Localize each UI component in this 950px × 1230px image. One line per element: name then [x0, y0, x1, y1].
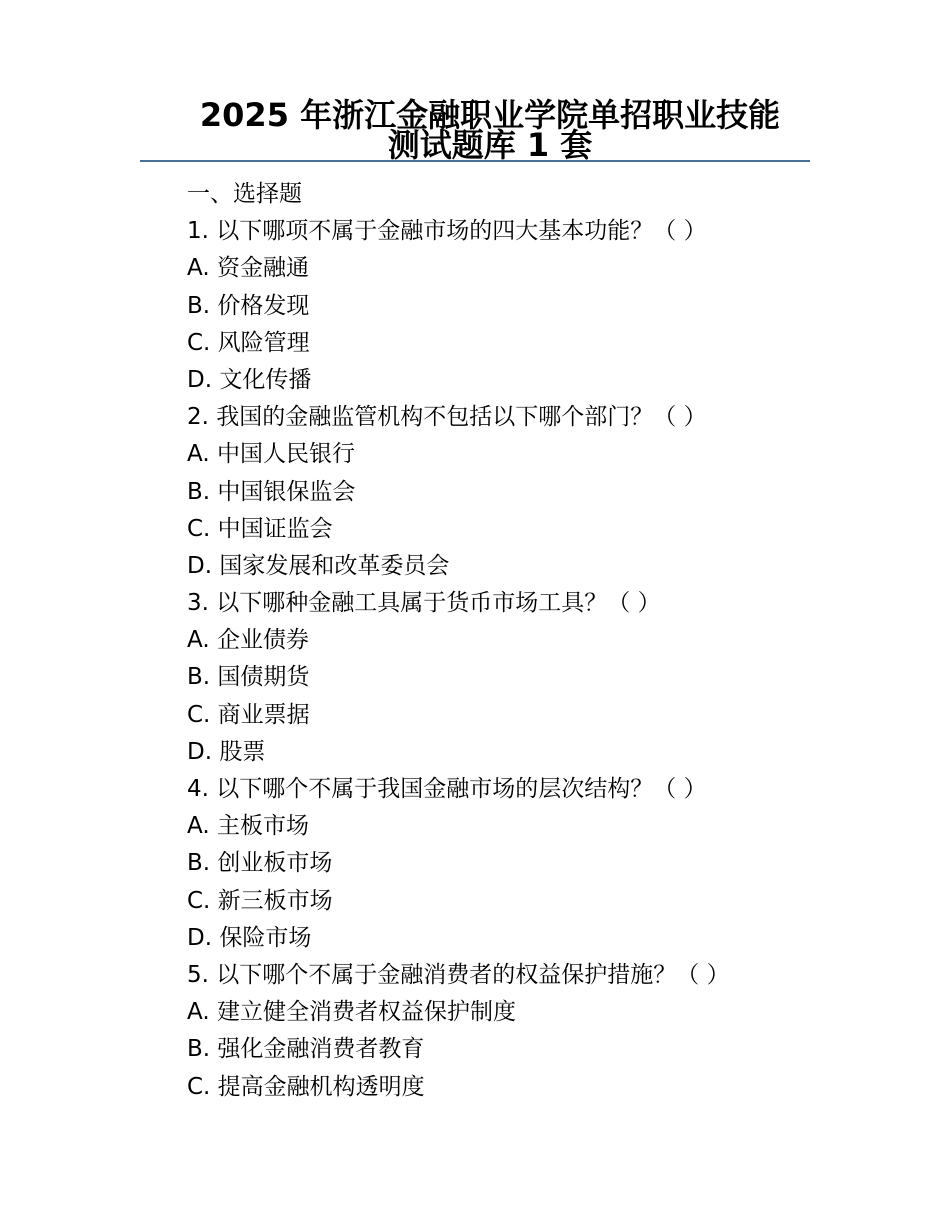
question-option: D. 保险市场: [187, 924, 312, 951]
question-option: A. 建立健全消费者权益保护制度: [187, 999, 516, 1026]
question-option: C. 新三板市场: [187, 887, 333, 914]
question-option: C. 风险管理: [187, 329, 310, 356]
question-option: A. 中国人民银行: [187, 441, 355, 468]
question-option: B. 国债期货: [187, 664, 310, 691]
question-option: C. 提高金融机构透明度: [187, 1073, 425, 1100]
question-option: B. 价格发现: [187, 292, 310, 319]
question-stem: 2. 我国的金融监管机构不包括以下哪个部门？（ ）: [187, 404, 707, 431]
question-option: C. 商业票据: [187, 701, 310, 728]
question-5: [187, 957, 827, 1106]
document-title: [160, 96, 820, 164]
question-stem: 5. 以下哪个不属于金融消费者的权益保护措施？（ ）: [187, 961, 730, 988]
question-2: [187, 399, 827, 585]
document-title-line-1: 2025 年浙江金融职业学院单招职业技能: [199, 96, 781, 134]
title-underline-rule: [140, 160, 810, 162]
question-option: A. 企业债券: [187, 627, 309, 654]
question-option: C. 中国证监会: [187, 515, 333, 542]
question-option: D. 文化传播: [187, 366, 312, 393]
question-option: B. 中国银保监会: [187, 478, 356, 505]
question-option: A. 主板市场: [187, 813, 309, 840]
question-3: [187, 585, 827, 771]
question-option: D. 国家发展和改革委员会: [187, 552, 450, 579]
question-stem: 1. 以下哪项不属于金融市场的四大基本功能？（ ）: [187, 218, 707, 245]
document-body: [187, 176, 827, 1106]
question-1: [187, 213, 827, 399]
question-option: D. 股票: [187, 738, 266, 765]
question-stem: 4. 以下哪个不属于我国金融市场的层次结构？（ ）: [187, 776, 707, 802]
question-option: B. 创业板市场: [187, 850, 333, 877]
document-title-line-2: 测试题库 1 套: [387, 126, 593, 164]
question-stem: 3. 以下哪种金融工具属于货币市场工具？（ ）: [187, 590, 661, 617]
question-4: [187, 771, 827, 957]
question-option: A. 资金融通: [187, 255, 309, 282]
section-heading: 一、选择题: [187, 181, 302, 207]
question-option: B. 强化金融消费者教育: [187, 1036, 425, 1063]
